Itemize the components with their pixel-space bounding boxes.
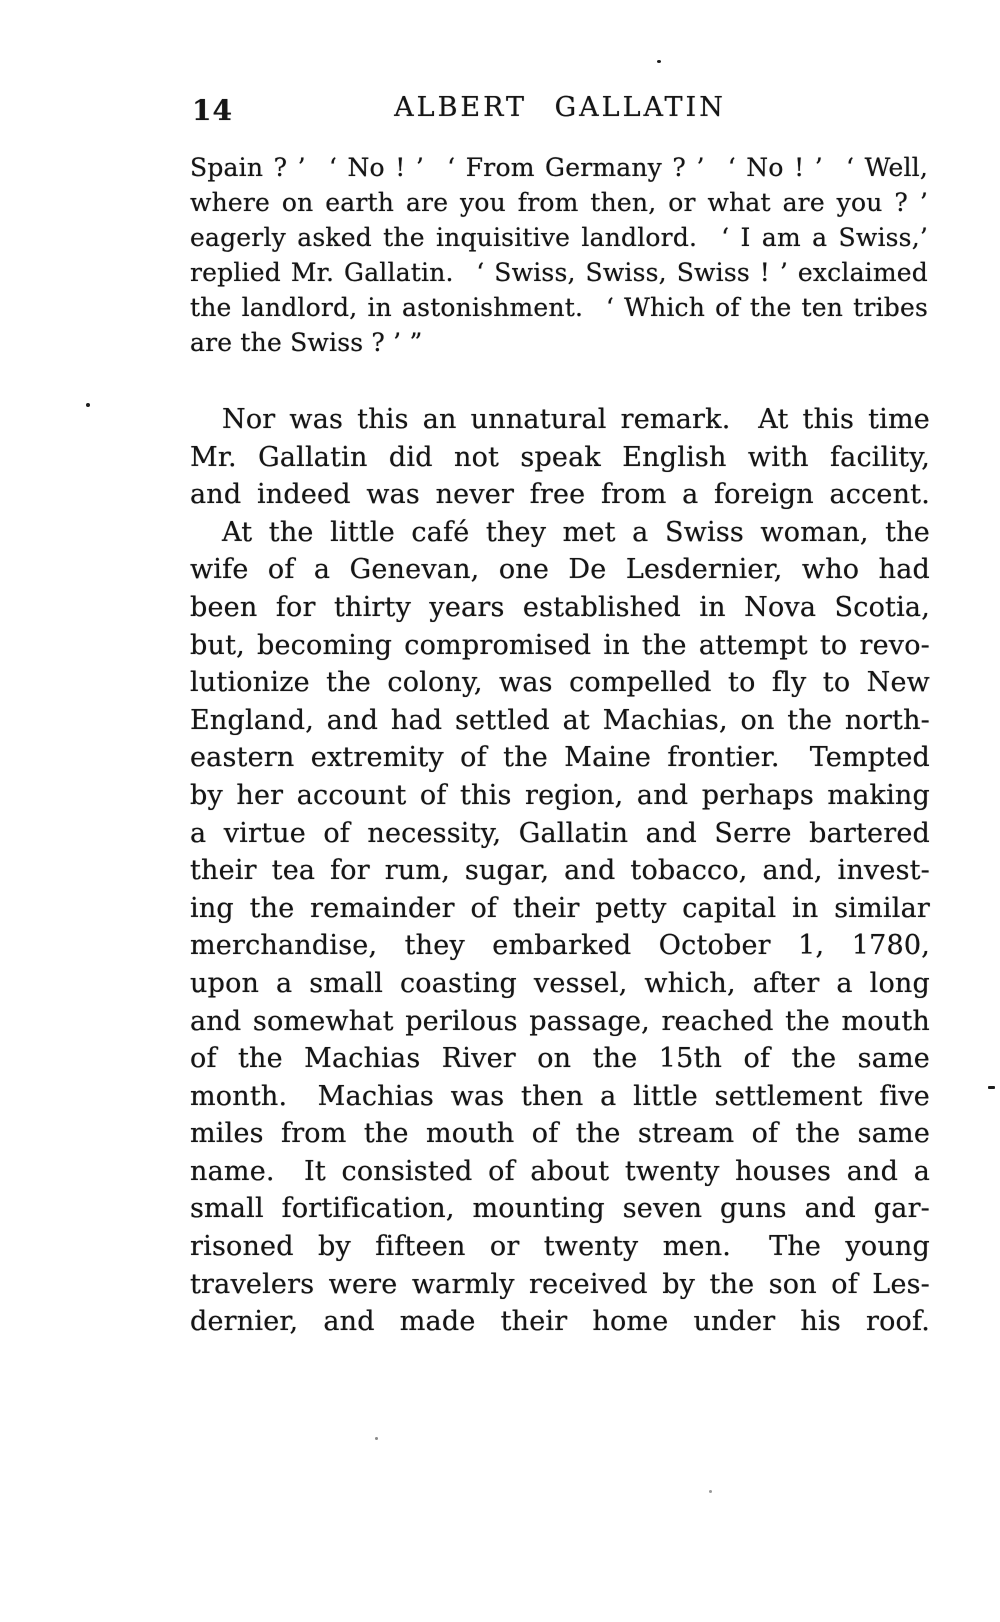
body-line: of the Machias River on the 15th of the same <box>190 1043 930 1075</box>
body-line: their tea for rum, sugar, and tobacco, and, invest- <box>190 855 930 887</box>
body-line: eastern extremity of the Maine frontier. Tempted <box>190 742 930 774</box>
body-line: by her account of this region, and perhaps making <box>190 779 930 811</box>
body-line: upon a small coasting vessel, which, after a long <box>190 967 930 999</box>
quote-line: replied Mr. Gallatin. ‘ Swiss, Swiss, Swiss ! ’ exclaimed <box>190 258 928 287</box>
body-line: small fortification, mounting seven guns and gar- <box>190 1193 930 1225</box>
quote-line: the landlord, in astonishment. ‘ Which of the ten tribes <box>190 293 928 322</box>
body-text <box>190 401 930 1341</box>
body-line: wife of a Genevan, one De Lesdernier, who had <box>190 554 930 586</box>
body-line: and indeed was never free from a foreign accent. <box>190 479 930 511</box>
body-line: lutionize the colony, was compelled to fly to New <box>190 667 930 699</box>
ink-speck <box>86 403 90 407</box>
quote-line: eagerly asked the inquisitive landlord. ‘ I am a Swiss,’ <box>190 223 928 252</box>
page-number: 14 <box>192 94 233 127</box>
body-line: travelers were warmly received by the son of Les- <box>190 1268 930 1300</box>
body-line: month. Machias was then a little settlement five <box>190 1080 930 1112</box>
body-line: At the little café they met a Swiss woman, the <box>222 516 930 548</box>
quote-line: Spain ? ’ ‘ No ! ’ ‘ From Germany ? ’ ‘ No ! ’ ‘ Well, <box>190 153 928 182</box>
body-line: Mr. Gallatin did not speak English with facility, <box>190 441 930 473</box>
body-line: a virtue of necessity, Gallatin and Serre bartered <box>190 817 930 849</box>
body-line: but, becoming compromised in the attempt to revo- <box>190 629 930 661</box>
ink-speck <box>988 1086 995 1089</box>
page-header <box>190 92 930 127</box>
ink-speck <box>709 1490 712 1493</box>
quote-line: are the Swiss ? ’ ” <box>190 328 423 357</box>
body-line: ing the remainder of their petty capital in similar <box>190 892 930 924</box>
running-header-title: ALBERT GALLATIN <box>394 92 726 123</box>
ink-speck <box>657 60 661 63</box>
body-line: merchandise, they embarked October 1, 1780, <box>190 930 930 962</box>
body-line: Nor was this an unnatural remark. At this time <box>222 404 930 435</box>
body-line: been for thirty years established in Nova Scotia, <box>190 591 930 623</box>
ink-speck <box>375 1437 378 1440</box>
body-line: risoned by fifteen or twenty men. The young <box>190 1231 930 1263</box>
body-line: and somewhat perilous passage, reached the mouth <box>190 1005 930 1037</box>
body-line: miles from the mouth of the stream of the same <box>190 1118 930 1150</box>
paragraph <box>190 514 930 1341</box>
body-line: dernier, and made their home under his roof. <box>190 1306 930 1338</box>
body-line: England, and had settled at Machias, on the north- <box>190 704 930 736</box>
paragraph <box>190 401 930 514</box>
block-quote <box>190 150 928 360</box>
body-line: name. It consisted of about twenty houses and a <box>190 1155 930 1187</box>
quote-line: where on earth are you from then, or what are you ? ’ <box>190 188 928 217</box>
